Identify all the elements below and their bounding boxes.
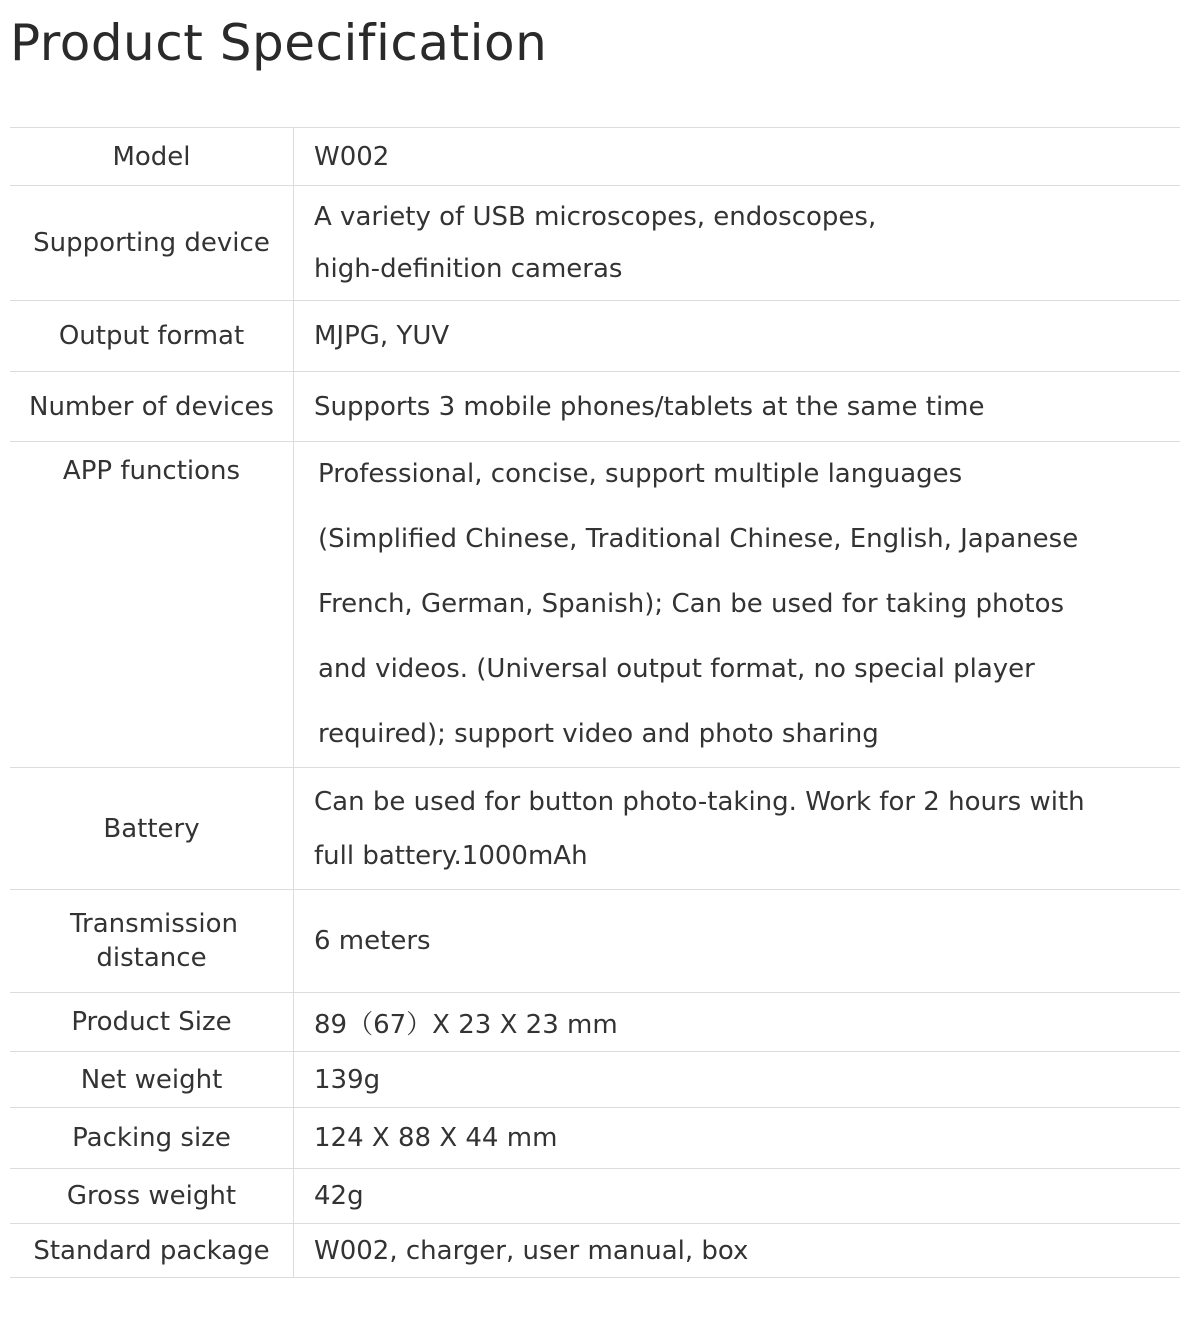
spec-value (294, 1108, 1180, 1169)
spec-row-transmission-distance (10, 890, 1180, 993)
page-title: Product Specification (10, 14, 548, 72)
spec-row-number-of-devices (10, 372, 1180, 442)
spec-label: Packing size (10, 1108, 294, 1169)
spec-row-product-size (10, 993, 1180, 1052)
spec-value (294, 768, 1180, 890)
spec-value-line: high-definition cameras (314, 254, 623, 284)
spec-value-line: Can be used for button photo-taking. Work for 2 hours with (314, 786, 1085, 817)
spec-value-line: 89（67）X 23 X 23 mm (314, 1009, 618, 1040)
spec-value (294, 1052, 1180, 1108)
spec-row-battery (10, 768, 1180, 890)
spec-value-line: 139g (314, 1064, 381, 1095)
spec-value (294, 128, 1180, 186)
spec-row-output-format (10, 301, 1180, 372)
spec-label: Supporting device (10, 186, 294, 301)
spec-value (294, 372, 1180, 442)
spec-value (294, 1224, 1180, 1278)
spec-label: Number of devices (10, 372, 294, 442)
spec-label: APP functions (10, 442, 294, 768)
spec-value-line: Professional, concise, support multiple languages (318, 459, 963, 489)
spec-row-model (10, 128, 1180, 186)
spec-value-line: W002 (314, 141, 390, 172)
spec-value-line: required); support video and photo sharing (318, 719, 879, 749)
spec-value-line: (Simplified Chinese, Traditional Chinese, English, Japanese (318, 524, 1079, 554)
spec-row-packing-size (10, 1108, 1180, 1169)
spec-value-line: 42g (314, 1181, 364, 1211)
spec-row-app-functions (10, 442, 1180, 768)
spec-value-line: A variety of USB microscopes, endoscopes, (314, 202, 877, 232)
spec-value-line: French, German, Spanish); Can be used for taking photos (318, 589, 1065, 619)
spec-value-line: full battery.1000mAh (314, 840, 588, 871)
spec-label: Model (10, 128, 294, 186)
spec-value (294, 1169, 1180, 1224)
spec-row-supporting-device (10, 186, 1180, 301)
spec-label: Gross weight (10, 1169, 294, 1224)
spec-label: Transmission distance (10, 890, 294, 993)
spec-value (294, 890, 1180, 993)
spec-label: Standard package (10, 1224, 294, 1278)
spec-label: Net weight (10, 1052, 294, 1108)
spec-label: Product Size (10, 993, 294, 1052)
spec-value-line: 124 X 88 X 44 mm (314, 1123, 558, 1153)
spec-table (10, 127, 1180, 1278)
spec-value-line: and videos. (Universal output format, no special player (318, 654, 1035, 684)
spec-label: Output format (10, 301, 294, 372)
spec-value-line: MJPG, YUV (314, 321, 450, 351)
spec-row-net-weight (10, 1052, 1180, 1108)
spec-value (294, 993, 1180, 1052)
spec-value-line: 6 meters (314, 926, 431, 956)
spec-value (294, 186, 1180, 301)
spec-row-gross-weight (10, 1169, 1180, 1224)
spec-value (294, 442, 1180, 768)
spec-value (294, 301, 1180, 372)
spec-value-line: W002, charger, user manual, box (314, 1235, 749, 1266)
spec-label: Battery (10, 768, 294, 890)
spec-row-standard-package (10, 1224, 1180, 1278)
spec-value-line: Supports 3 mobile phones/tablets at the same time (314, 391, 985, 422)
